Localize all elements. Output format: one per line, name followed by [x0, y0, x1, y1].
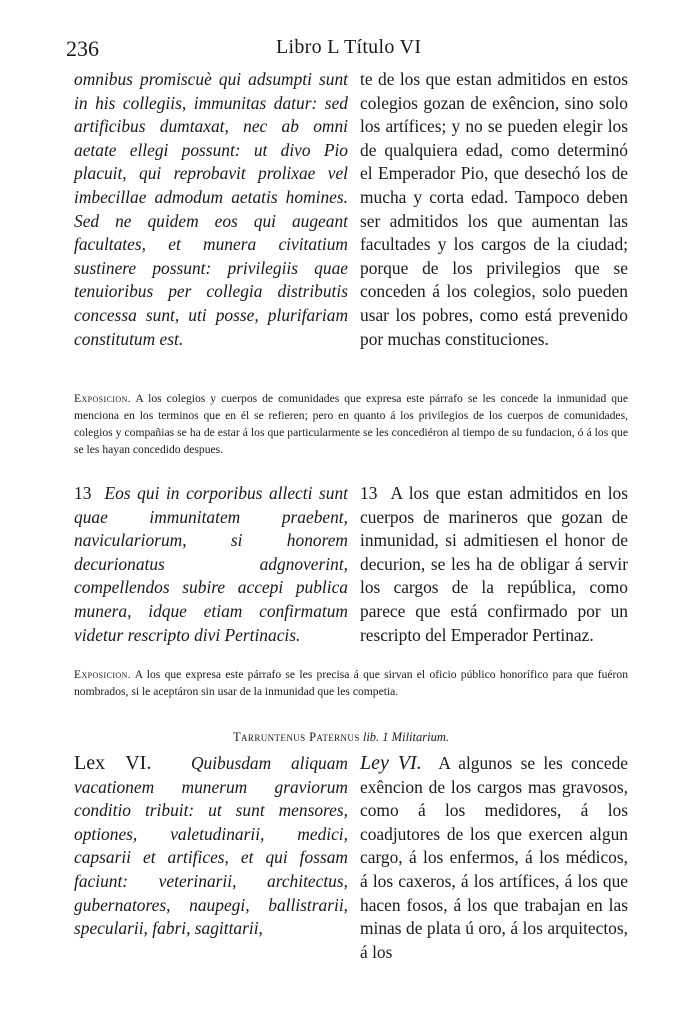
- running-title: Libro L Título VI: [276, 36, 422, 58]
- lex-heading: Lex VI.: [74, 752, 152, 774]
- section-1-exposicion: [74, 390, 628, 458]
- exposicion-text: A los que expresa este párrafo se les precisa á que sirvan el oficio público honorífico para que fuéron nombrados, si le aceptáron sin usar de la inmunidad que les competia.: [74, 668, 628, 698]
- section-3-latin-column: [74, 752, 348, 964]
- section-2-latin-paragraph: [74, 482, 348, 647]
- section-1-spanish-column: [360, 68, 628, 351]
- section-2-spanish-paragraph: [360, 482, 628, 647]
- section-3-latin-text: Quibusdam aliquam vacationem munerum graviorum conditio tribuit: ut sunt mensores, optiones, valetudinarii, medici, capsarii et artifices, et qui fossam faciunt: veterinarii, architectus, gubernatores, naupegi, ballistrarii, specularii, fabri, sagittarii,: [74, 753, 348, 939]
- section-3-latin-paragraph: [74, 752, 348, 941]
- paragraph-number: 13: [360, 483, 378, 503]
- section-3-columns: [74, 752, 628, 964]
- exposicion-label: Exposicion.: [74, 392, 132, 405]
- section-2-spanish-column: [360, 482, 628, 647]
- section-3-spanish-column: [360, 752, 628, 964]
- source-author: Tarruntenus Paternus: [233, 730, 360, 744]
- source-attribution: [0, 730, 682, 745]
- source-work: lib. 1 Militarium.: [362, 730, 449, 744]
- section-2-exposicion: [74, 666, 628, 700]
- section-2-latin-column: [74, 482, 348, 647]
- section-2-columns: [74, 482, 628, 647]
- section-1-spanish-text: te de los que estan admitidos en estos colegios gozan de exêncion, sino solo los artífices; y no se pueden elegir los de qualquiera edad, como determinó el Emperador Pio, que desechó los de mucha y corta edad. Tampoco deben ser admitidos los que aumentan las facultades y los cargos de la ciudad; porque de los privilegios que se conceden á los colegios, solo pueden usar los pobres, como está prevenido por muchas constituciones.: [360, 69, 628, 349]
- section-1-columns: [74, 68, 628, 351]
- section-1-latin-text: omnibus promiscuè qui adsumpti sunt in his collegiis, immunitas datur: sed artificibus dumtaxat, nec ab omni aetate ellegi possunt: ut divo Pio placuit, qui reprobavit prolixae vel imbecillae admodum aetatis homines. Sed ne quidem eos qui augeant facultates, et munera civitatium sustinere possunt: privilegiis quae tenuioribus per collegia distributis concessa sunt, uti posse, plurifariam constitutum est.: [74, 69, 348, 349]
- section-2-spanish-text: A los que estan admitidos en los cuerpos de marineros que gozan de inmunidad, si admitiesen el honor de decurion, se les ha de obligar á servir los cargos de la república, como parece que está confirmado por un rescripto del Emperador Pertinaz.: [360, 483, 628, 645]
- section-3-spanish-text: A algunos se les concede exêncion de los cargos mas gravosos, como á los medidores, á los coadjutores de los que exercen algun cargo, á los enfermos, á los médicos, á los caxeros, á los artífices, á los que hacen fosos, á los que trabajan en las minas de plata ú oro, á los arquitectos, á los: [360, 753, 628, 962]
- paragraph-number: 13: [74, 483, 92, 503]
- section-1-latin-column: [74, 68, 348, 351]
- ley-heading: Ley VI.: [360, 752, 422, 774]
- page-number: 236: [66, 36, 99, 61]
- exposicion-text: A los colegios y cuerpos de comunidades que expresa este párrafo se les concede la inmunidad que menciona en los terminos que en él se refieren; pero en quanto á los privilegios de los cuerpos de comunidades, colegios y compañias se ha de estar á los que particularmente se les concediéron al tiempo de su fundacion, ó á los que se les hayan concedido despues.: [74, 392, 628, 456]
- section-3-spanish-paragraph: [360, 752, 628, 964]
- section-2-latin-text: Eos qui in corporibus allecti sunt quae immunitatem praebent, naviculariorum, si honorem decurionatus adgnoverint, compellendos subire accepi publica munera, idque etiam confirmatum videtur rescripto divi Pertinacis.: [74, 483, 348, 645]
- exposicion-label: Exposicion.: [74, 668, 132, 681]
- page-header: [66, 36, 624, 62]
